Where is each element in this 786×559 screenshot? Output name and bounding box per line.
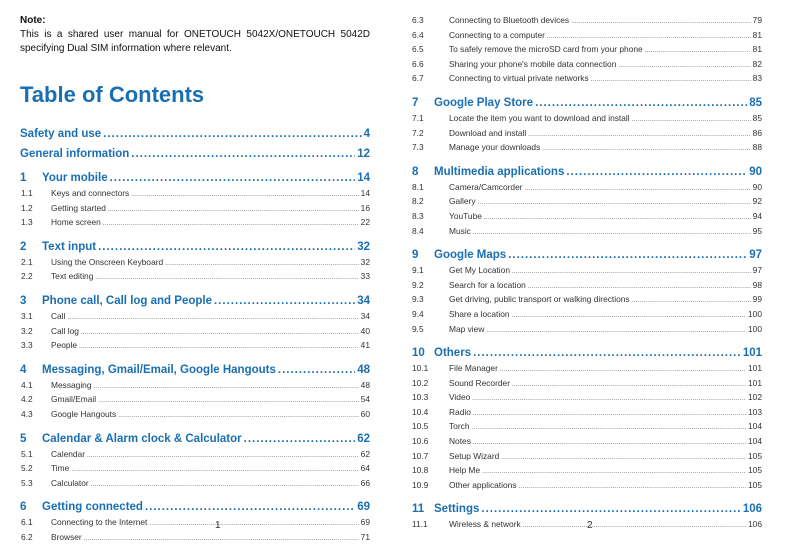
- toc-entry-page: 82: [752, 58, 762, 69]
- toc-entry-title: Torch: [449, 421, 470, 432]
- toc-entry-number: 5: [20, 432, 27, 445]
- dot-leader: [103, 128, 361, 140]
- toc-entry-title: Time: [51, 463, 70, 474]
- toc-entry-title: YouTube: [449, 210, 482, 221]
- toc-entry-page: 64: [360, 463, 370, 474]
- toc-entry-title: Other applications: [449, 479, 517, 490]
- toc-entry-page: 62: [360, 448, 370, 459]
- toc-entry-title: Getting started: [51, 202, 106, 213]
- toc-subsection-entry[interactable]: [20, 463, 370, 478]
- toc-entry-page: 40: [360, 325, 370, 336]
- dot-leader: [571, 19, 751, 25]
- toc-entry-title: Keys and connectors: [51, 188, 130, 198]
- toc-chapter-entry[interactable]: [412, 347, 762, 363]
- dot-leader: [473, 347, 741, 359]
- toc-entry-page: 14: [357, 172, 370, 184]
- toc-entry-page: 81: [752, 44, 762, 55]
- toc-entry-number: 4.2: [21, 394, 33, 405]
- toc-subsection-entry[interactable]: [20, 340, 370, 355]
- toc-entry-page: 100: [748, 308, 762, 319]
- dot-leader: [482, 469, 746, 475]
- toc-entry-title: Map view: [449, 323, 485, 334]
- toc-entry-number: 8: [412, 165, 419, 178]
- toc-entry-page: 103: [748, 406, 762, 417]
- toc-entry-number: 3.3: [21, 340, 33, 351]
- toc-entry-page: 102: [748, 392, 762, 403]
- toc-entry-page: 85: [752, 112, 762, 123]
- toc-subsection-entry[interactable]: [412, 142, 762, 157]
- toc-chapter-entry[interactable]: [20, 295, 370, 311]
- toc-subsection-entry[interactable]: [412, 265, 762, 280]
- toc-entry-number: 5.2: [21, 463, 33, 474]
- toc-entry-title: Gallery: [449, 196, 476, 207]
- toc-entry-number: 2.2: [21, 271, 33, 282]
- toc-entry-title: Browser: [51, 531, 82, 542]
- dot-leader: [165, 261, 358, 267]
- toc-entry-title: Camera/Camcorder: [449, 181, 523, 192]
- toc-entry-number: 6.1: [21, 517, 33, 528]
- toc-entry-page: 88: [752, 142, 762, 153]
- dot-leader: [547, 34, 751, 40]
- toc-entry-title: Sharing your phone's mobile data connection: [449, 58, 617, 69]
- toc-entry-page: 71: [360, 531, 370, 542]
- dot-leader: [84, 536, 359, 542]
- toc-chapter-entry[interactable]: [412, 503, 762, 519]
- toc-entry-title: People: [51, 340, 78, 351]
- toc-entry-title: Calculator: [51, 477, 89, 488]
- toc-subsection-entry[interactable]: [412, 363, 762, 378]
- toc-subsection-entry[interactable]: [412, 421, 762, 436]
- toc-chapter-entry[interactable]: [412, 166, 762, 182]
- dot-leader: [632, 298, 751, 304]
- dot-leader: [98, 241, 355, 253]
- dot-leader: [519, 484, 747, 490]
- toc-entry-page: 101: [748, 363, 762, 374]
- toc-entry-number: 6: [20, 501, 27, 514]
- dot-leader: [108, 207, 359, 213]
- toc-entry-number: 5.3: [21, 477, 33, 488]
- toc-entry-number: 1.1: [21, 188, 33, 198]
- toc-entry-page: 32: [357, 240, 370, 253]
- toc-subsection-entry[interactable]: [20, 409, 370, 424]
- toc-entry-title: Safety and use: [20, 128, 102, 140]
- dot-leader: [145, 501, 355, 513]
- toc-subsection-entry[interactable]: [412, 392, 762, 407]
- toc-entry-page: 95: [752, 225, 762, 236]
- toc-entry-number: 11: [412, 503, 425, 516]
- dot-leader: [472, 396, 746, 402]
- toc-entry-title: General information: [20, 148, 130, 160]
- toc-entry-number: 7: [412, 96, 419, 109]
- toc-entry-page: 48: [357, 363, 370, 376]
- toc-entry-title: Setup Wizard: [449, 450, 500, 461]
- toc-entry-number: 1.3: [21, 217, 33, 228]
- note-text: This is a shared user manual for ONETOUCH 5042X/ONETOUCH 5042D specifying Dual SIM information where relevant.: [20, 29, 370, 54]
- toc-entry-title: Help Me: [449, 465, 481, 476]
- toc-entry-title: Get driving, public transport or walking directions: [449, 294, 630, 305]
- toc-list-left: [20, 128, 370, 547]
- toc-subsection-entry[interactable]: [412, 196, 762, 211]
- toc-subsection-entry[interactable]: [412, 182, 762, 197]
- dot-leader: [512, 382, 746, 388]
- toc-subsection-entry[interactable]: [20, 326, 370, 341]
- toc-entry-number: 9.1: [412, 265, 424, 276]
- note-title: Note:: [20, 15, 46, 26]
- toc-entry-title: Manage your downloads: [449, 142, 541, 153]
- toc-entry-page: 69: [357, 501, 370, 514]
- toc-entry-number: 2.1: [21, 256, 33, 267]
- toc-entry-title: Share a location: [449, 308, 510, 319]
- toc-subsection-entry[interactable]: [20, 217, 370, 232]
- toc-subsection-entry[interactable]: [20, 478, 370, 493]
- page-title: Table of Contents: [20, 82, 205, 107]
- dot-leader: [278, 364, 355, 376]
- toc-subsection-entry[interactable]: [412, 73, 762, 88]
- toc-entry-page: 85: [749, 96, 762, 109]
- left-page: [20, 0, 370, 559]
- toc-entry-page: 104: [748, 421, 762, 432]
- toc-entry-number: 6.6: [412, 58, 424, 69]
- toc-entry-title: Text input: [42, 240, 97, 253]
- toc-entry-number: 8.4: [412, 225, 424, 236]
- toc-entry-number: 4.3: [21, 408, 33, 419]
- toc-entry-number: 8.1: [412, 181, 424, 192]
- toc-entry-number: 4.1: [21, 379, 33, 390]
- toc-entry-title: Call: [51, 310, 66, 321]
- dot-leader: [81, 330, 359, 336]
- toc-subsection-entry[interactable]: [412, 280, 762, 295]
- toc-subsection-entry[interactable]: [412, 436, 762, 451]
- toc-entry-title: Home screen: [51, 217, 101, 228]
- toc-entry-title: To safely remove the microSD card from your phone: [449, 44, 643, 55]
- toc-entry-page: 97: [749, 249, 762, 262]
- toc-entry-number: 2: [20, 240, 27, 253]
- toc-entry-number: 9: [412, 249, 419, 262]
- toc-entry-number: 3.2: [21, 325, 33, 336]
- toc-entry-number: 10.5: [412, 421, 429, 432]
- toc-entry-number: 7.1: [412, 112, 424, 123]
- toc-entry-number: 9.5: [412, 323, 424, 334]
- dot-leader: [528, 132, 750, 138]
- toc-entry-page: 90: [752, 181, 762, 192]
- toc-entry-number: 3.1: [21, 310, 33, 321]
- toc-entry-title: Getting connected: [42, 501, 143, 514]
- toc-entry-page: 101: [742, 347, 762, 360]
- toc-subsection-entry[interactable]: [20, 532, 370, 547]
- toc-entry-number: 6.2: [21, 531, 33, 542]
- toc-entry-page: 41: [360, 340, 370, 351]
- toc-entry-page: 86: [752, 127, 762, 138]
- dot-leader: [478, 200, 751, 206]
- toc-entry-page: 48: [360, 379, 370, 390]
- toc-subsection-entry[interactable]: [20, 394, 370, 409]
- toc-entry-page: 22: [360, 217, 370, 228]
- toc-entry-title: Google Play Store: [434, 96, 534, 109]
- dot-leader: [98, 398, 359, 404]
- toc-entry-title: Messaging: [51, 379, 92, 390]
- toc-entry-number: 9.4: [412, 308, 424, 319]
- toc-subsection-entry[interactable]: [412, 465, 762, 480]
- toc-entry-page: 16: [360, 202, 370, 213]
- toc-entry-title: Settings: [434, 503, 480, 516]
- right-page: [412, 0, 762, 559]
- toc-entry-number: 10.9: [412, 479, 429, 490]
- toc-entry-page: 69: [360, 517, 370, 528]
- toc-chapter-entry[interactable]: [20, 501, 370, 517]
- toc-entry-title: Text editing: [51, 271, 94, 282]
- toc-entry-number: 10.3: [412, 392, 429, 403]
- toc-chapter-entry[interactable]: [412, 249, 762, 265]
- toc-subsection-entry[interactable]: [412, 378, 762, 393]
- toc-entry-number: 1: [20, 172, 27, 184]
- toc-entry-title: Music: [449, 225, 471, 236]
- toc-entry-title: Radio: [449, 406, 471, 417]
- dot-leader: [512, 313, 746, 319]
- toc-chapter-entry[interactable]: [20, 241, 370, 257]
- toc-entry-title: Connecting to the Internet: [51, 517, 148, 528]
- dot-leader: [71, 467, 358, 473]
- dot-leader: [244, 433, 356, 445]
- toc-entry-title: Wireless & network: [449, 519, 521, 530]
- toc-entry-title: Locate the item you want to download and install: [449, 112, 630, 123]
- toc-entry-number: 4: [20, 363, 27, 376]
- toc-entry-title: Call log: [51, 325, 79, 336]
- toc-entry-title: Multimedia applications: [434, 165, 565, 178]
- dot-leader: [94, 384, 359, 390]
- toc-subsection-entry[interactable]: [412, 407, 762, 422]
- toc-entry-number: 5.1: [21, 448, 33, 459]
- toc-entry-page: 90: [749, 165, 762, 178]
- toc-subsection-entry[interactable]: [20, 257, 370, 272]
- dot-leader: [486, 328, 746, 334]
- toc-entry-number: 10.2: [412, 377, 429, 388]
- toc-subsection-entry[interactable]: [412, 113, 762, 128]
- toc-entry-title: Phone call, Call log and People: [42, 294, 212, 307]
- toc-entry-title: Search for a location: [449, 279, 526, 290]
- toc-entry-page: 34: [357, 294, 370, 307]
- toc-entry-title: Notes: [449, 436, 471, 447]
- dot-leader: [131, 192, 358, 198]
- toc-subsection-entry[interactable]: [20, 271, 370, 286]
- dot-leader: [91, 482, 359, 488]
- dot-leader: [79, 344, 359, 350]
- toc-entry-number: 8.2: [412, 196, 424, 207]
- toc-subsection-entry[interactable]: [412, 480, 762, 495]
- toc-entry-page: 99: [752, 294, 762, 305]
- toc-subsection-entry[interactable]: [20, 449, 370, 464]
- toc-entry-page: 4: [363, 128, 370, 140]
- toc-subsection-entry[interactable]: [412, 15, 762, 30]
- toc-entry-number: 6.7: [412, 73, 424, 84]
- toc-subsection-entry[interactable]: [20, 188, 370, 203]
- dot-leader: [149, 521, 358, 527]
- toc-entry-title: Google Hangouts: [51, 408, 117, 419]
- toc-subsection-entry[interactable]: [412, 324, 762, 339]
- toc-entry-page: 34: [360, 310, 370, 321]
- toc-entry-page: 98: [752, 279, 762, 290]
- dot-leader: [131, 148, 355, 160]
- page-number-left: 1: [215, 520, 221, 531]
- dot-leader: [214, 295, 355, 307]
- toc-entry-title: Connecting to a computer: [449, 29, 545, 40]
- toc-chapter-entry[interactable]: [412, 97, 762, 113]
- toc-entry-page: 60: [360, 408, 370, 419]
- dot-leader: [645, 48, 751, 54]
- toc-subsection-entry[interactable]: [20, 380, 370, 395]
- toc-entry-number: 9.3: [412, 294, 424, 305]
- toc-entry-page: 54: [360, 394, 370, 405]
- dot-leader: [87, 453, 359, 459]
- dot-leader: [471, 425, 746, 431]
- toc-subsection-entry[interactable]: [412, 211, 762, 226]
- toc-entry-title: Your mobile: [42, 172, 108, 184]
- toc-entry-page: 97: [752, 265, 762, 276]
- toc-entry-number: 8.3: [412, 210, 424, 221]
- toc-entry-page: 12: [357, 148, 370, 160]
- toc-entry-title: Others: [434, 347, 472, 360]
- toc-entry-page: 32: [360, 256, 370, 267]
- toc-entry-page: 33: [360, 271, 370, 282]
- dot-leader: [118, 413, 358, 419]
- toc-entry-page: 94: [752, 210, 762, 221]
- dot-leader: [500, 367, 746, 373]
- dot-leader: [542, 146, 750, 152]
- dot-leader: [473, 440, 746, 446]
- toc-entry-title: Calendar: [51, 448, 85, 459]
- toc-entry-page: 101: [748, 377, 762, 388]
- toc-entry-number: 9.2: [412, 279, 424, 290]
- toc-subsection-entry[interactable]: [412, 294, 762, 309]
- dot-leader: [473, 230, 751, 236]
- toc-subsection-entry[interactable]: [412, 44, 762, 59]
- toc-section-entry[interactable]: [20, 148, 370, 163]
- toc-subsection-entry[interactable]: [412, 226, 762, 241]
- toc-entry-number: 10.1: [412, 363, 429, 374]
- dot-leader: [501, 455, 746, 461]
- toc-entry-page: 62: [357, 432, 370, 445]
- toc-entry-page: 106: [742, 503, 762, 516]
- toc-entry-number: 7.3: [412, 142, 424, 153]
- toc-entry-title: Download and install: [449, 127, 527, 138]
- dot-leader: [508, 249, 747, 261]
- toc-subsection-entry[interactable]: [412, 451, 762, 466]
- dot-leader: [535, 97, 747, 109]
- toc-entry-page: 81: [752, 29, 762, 40]
- toc-entry-page: 105: [748, 465, 762, 476]
- toc-section-entry[interactable]: [20, 128, 370, 143]
- dot-leader: [512, 269, 751, 275]
- toc-subsection-entry[interactable]: [412, 309, 762, 324]
- toc-entry-number: 10.4: [412, 406, 429, 417]
- toc-entry-title: Using the Onscreen Keyboard: [51, 256, 164, 267]
- dot-leader: [110, 172, 356, 184]
- dot-leader: [484, 215, 751, 221]
- dot-leader: [632, 117, 751, 123]
- toc-subsection-entry[interactable]: [412, 128, 762, 143]
- toc-entry-page: 83: [752, 73, 762, 84]
- toc-subsection-entry[interactable]: [412, 30, 762, 45]
- toc-entry-number: 7.2: [412, 127, 424, 138]
- toc-entry-title: Connecting to virtual private networks: [449, 73, 589, 84]
- toc-entry-page: 105: [748, 479, 762, 490]
- toc-entry-number: 10.8: [412, 465, 429, 476]
- dot-leader: [523, 523, 746, 529]
- toc-entry-page: 92: [752, 196, 762, 207]
- toc-entry-number: 3: [20, 294, 27, 307]
- toc-entry-title: Calendar & Alarm clock & Calculator: [42, 432, 242, 445]
- toc-entry-page: 104: [748, 436, 762, 447]
- dot-leader: [95, 275, 358, 281]
- toc-entry-title: Google Maps: [434, 249, 507, 262]
- dot-leader: [591, 77, 751, 83]
- toc-entry-number: 6.5: [412, 44, 424, 55]
- toc-chapter-entry[interactable]: [20, 433, 370, 449]
- toc-entry-number: 11.1: [412, 519, 428, 530]
- note: [20, 14, 370, 56]
- toc-entry-page: 106: [748, 519, 762, 530]
- dot-leader: [473, 411, 746, 417]
- toc-entry-title: File Manager: [449, 363, 498, 374]
- toc-entry-title: Video: [449, 392, 471, 403]
- toc-entry-title: Connecting to Bluetooth devices: [449, 15, 570, 25]
- toc-entry-title: Sound Recorder: [449, 377, 510, 388]
- toc-chapter-entry[interactable]: [20, 364, 370, 380]
- toc-entry-title: Get My Location: [449, 265, 510, 276]
- toc-entry-number: 10.6: [412, 436, 429, 447]
- toc-subsection-entry[interactable]: [20, 517, 370, 532]
- toc-subsection-entry[interactable]: [20, 203, 370, 218]
- toc-entry-title: Messaging, Gmail/Email, Google Hangouts: [42, 363, 276, 376]
- toc-entry-number: 10: [412, 347, 425, 360]
- dot-leader: [618, 63, 750, 69]
- toc-subsection-entry[interactable]: [412, 59, 762, 74]
- toc-entry-number: 10.7: [412, 450, 429, 461]
- toc-entry-page: 66: [360, 477, 370, 488]
- dot-leader: [566, 166, 747, 178]
- toc-entry-number: 6.3: [412, 15, 424, 25]
- toc-subsection-entry[interactable]: [20, 311, 370, 326]
- toc-entry-page: 14: [360, 188, 370, 198]
- toc-entry-number: 6.4: [412, 29, 424, 40]
- toc-entry-page: 79: [752, 15, 762, 25]
- dot-leader: [481, 503, 740, 515]
- dot-leader: [528, 284, 751, 290]
- toc-list-right: [412, 15, 762, 534]
- toc-entry-page: 105: [748, 450, 762, 461]
- toc-entry-number: 1.2: [21, 202, 33, 213]
- dot-leader: [67, 315, 358, 321]
- page-number-right: 2: [587, 520, 593, 531]
- toc-entry-title: Gmail/Email: [51, 394, 97, 405]
- dot-leader: [525, 186, 751, 192]
- toc-chapter-entry[interactable]: [20, 172, 370, 188]
- dot-leader: [103, 221, 359, 227]
- toc-entry-page: 100: [748, 323, 762, 334]
